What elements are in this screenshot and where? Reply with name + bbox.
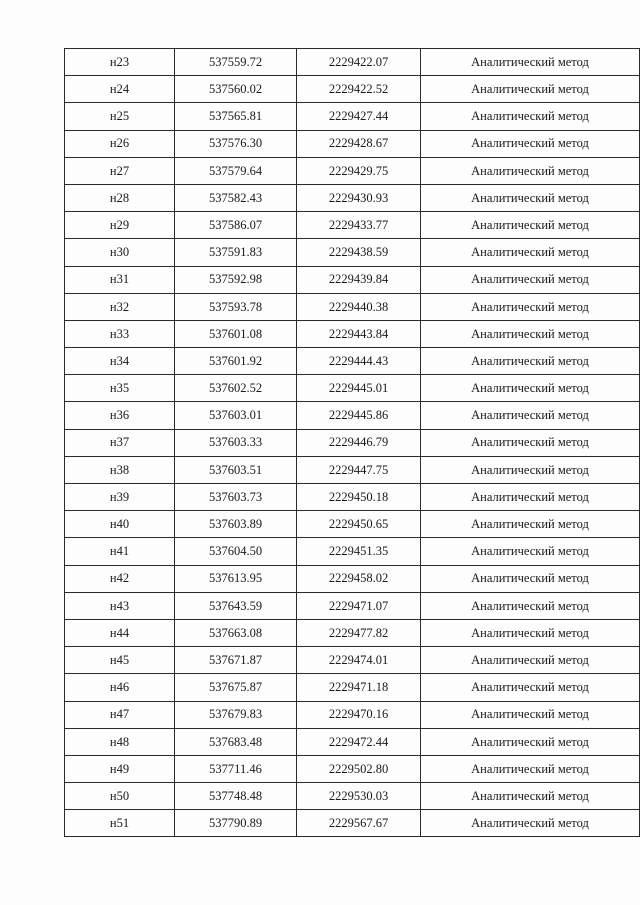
x-coordinate-cell: 537601.08 bbox=[175, 320, 297, 347]
x-coordinate-cell: 537593.78 bbox=[175, 293, 297, 320]
method-cell: Аналитический метод bbox=[421, 783, 640, 810]
table-row bbox=[65, 701, 640, 728]
x-coordinate-cell: 537591.83 bbox=[175, 239, 297, 266]
point-cell: н48 bbox=[65, 728, 175, 755]
x-coordinate-cell: 537582.43 bbox=[175, 184, 297, 211]
table-row bbox=[65, 184, 640, 211]
table-row bbox=[65, 103, 640, 130]
method-cell: Аналитический метод bbox=[421, 674, 640, 701]
table-row bbox=[65, 429, 640, 456]
method-cell: Аналитический метод bbox=[421, 565, 640, 592]
method-cell: Аналитический метод bbox=[421, 592, 640, 619]
y-coordinate-cell: 2229445.86 bbox=[297, 402, 421, 429]
method-cell: Аналитический метод bbox=[421, 212, 640, 239]
table-row bbox=[65, 565, 640, 592]
table-row bbox=[65, 130, 640, 157]
method-cell: Аналитический метод bbox=[421, 266, 640, 293]
point-cell: н27 bbox=[65, 157, 175, 184]
x-coordinate-cell: 537586.07 bbox=[175, 212, 297, 239]
point-cell: н30 bbox=[65, 239, 175, 266]
point-cell: н25 bbox=[65, 103, 175, 130]
method-cell: Аналитический метод bbox=[421, 810, 640, 837]
method-cell: Аналитический метод bbox=[421, 701, 640, 728]
table-row bbox=[65, 76, 640, 103]
point-cell: н41 bbox=[65, 538, 175, 565]
x-coordinate-cell: 537671.87 bbox=[175, 647, 297, 674]
table-row bbox=[65, 293, 640, 320]
table-row bbox=[65, 592, 640, 619]
method-cell: Аналитический метод bbox=[421, 511, 640, 538]
x-coordinate-cell: 537683.48 bbox=[175, 728, 297, 755]
x-coordinate-cell: 537560.02 bbox=[175, 76, 297, 103]
table-row bbox=[65, 375, 640, 402]
point-cell: н50 bbox=[65, 783, 175, 810]
point-cell: н42 bbox=[65, 565, 175, 592]
x-coordinate-cell: 537663.08 bbox=[175, 619, 297, 646]
point-cell: н49 bbox=[65, 755, 175, 782]
method-cell: Аналитический метод bbox=[421, 728, 640, 755]
point-cell: н34 bbox=[65, 348, 175, 375]
x-coordinate-cell: 537679.83 bbox=[175, 701, 297, 728]
table-row bbox=[65, 619, 640, 646]
table-row bbox=[65, 538, 640, 565]
table-row bbox=[65, 212, 640, 239]
point-cell: н40 bbox=[65, 511, 175, 538]
y-coordinate-cell: 2229477.82 bbox=[297, 619, 421, 646]
y-coordinate-cell: 2229428.67 bbox=[297, 130, 421, 157]
table-row bbox=[65, 456, 640, 483]
point-cell: н29 bbox=[65, 212, 175, 239]
y-coordinate-cell: 2229471.18 bbox=[297, 674, 421, 701]
table-row bbox=[65, 157, 640, 184]
point-cell: н51 bbox=[65, 810, 175, 837]
y-coordinate-cell: 2229438.59 bbox=[297, 239, 421, 266]
point-cell: н45 bbox=[65, 647, 175, 674]
point-cell: н39 bbox=[65, 484, 175, 511]
point-cell: н43 bbox=[65, 592, 175, 619]
y-coordinate-cell: 2229440.38 bbox=[297, 293, 421, 320]
x-coordinate-cell: 537711.46 bbox=[175, 755, 297, 782]
y-coordinate-cell: 2229427.44 bbox=[297, 103, 421, 130]
point-cell: н33 bbox=[65, 320, 175, 347]
y-coordinate-cell: 2229450.18 bbox=[297, 484, 421, 511]
y-coordinate-cell: 2229429.75 bbox=[297, 157, 421, 184]
y-coordinate-cell: 2229567.67 bbox=[297, 810, 421, 837]
method-cell: Аналитический метод bbox=[421, 157, 640, 184]
method-cell: Аналитический метод bbox=[421, 49, 640, 76]
table-row bbox=[65, 402, 640, 429]
table-row bbox=[65, 266, 640, 293]
y-coordinate-cell: 2229470.16 bbox=[297, 701, 421, 728]
method-cell: Аналитический метод bbox=[421, 647, 640, 674]
table-row bbox=[65, 647, 640, 674]
method-cell: Аналитический метод bbox=[421, 429, 640, 456]
method-cell: Аналитический метод bbox=[421, 293, 640, 320]
method-cell: Аналитический метод bbox=[421, 184, 640, 211]
x-coordinate-cell: 537592.98 bbox=[175, 266, 297, 293]
x-coordinate-cell: 537604.50 bbox=[175, 538, 297, 565]
x-coordinate-cell: 537613.95 bbox=[175, 565, 297, 592]
x-coordinate-cell: 537603.73 bbox=[175, 484, 297, 511]
table-row bbox=[65, 783, 640, 810]
coordinates-table bbox=[64, 48, 640, 837]
x-coordinate-cell: 537603.89 bbox=[175, 511, 297, 538]
point-cell: н46 bbox=[65, 674, 175, 701]
x-coordinate-cell: 537748.48 bbox=[175, 783, 297, 810]
x-coordinate-cell: 537579.64 bbox=[175, 157, 297, 184]
method-cell: Аналитический метод bbox=[421, 755, 640, 782]
point-cell: н35 bbox=[65, 375, 175, 402]
method-cell: Аналитический метод bbox=[421, 103, 640, 130]
point-cell: н31 bbox=[65, 266, 175, 293]
point-cell: н47 bbox=[65, 701, 175, 728]
table-row bbox=[65, 511, 640, 538]
x-coordinate-cell: 537643.59 bbox=[175, 592, 297, 619]
y-coordinate-cell: 2229471.07 bbox=[297, 592, 421, 619]
method-cell: Аналитический метод bbox=[421, 375, 640, 402]
y-coordinate-cell: 2229450.65 bbox=[297, 511, 421, 538]
x-coordinate-cell: 537565.81 bbox=[175, 103, 297, 130]
y-coordinate-cell: 2229447.75 bbox=[297, 456, 421, 483]
y-coordinate-cell: 2229422.07 bbox=[297, 49, 421, 76]
point-cell: н38 bbox=[65, 456, 175, 483]
y-coordinate-cell: 2229445.01 bbox=[297, 375, 421, 402]
y-coordinate-cell: 2229446.79 bbox=[297, 429, 421, 456]
table-row bbox=[65, 348, 640, 375]
x-coordinate-cell: 537603.01 bbox=[175, 402, 297, 429]
y-coordinate-cell: 2229430.93 bbox=[297, 184, 421, 211]
x-coordinate-cell: 537603.33 bbox=[175, 429, 297, 456]
x-coordinate-cell: 537576.30 bbox=[175, 130, 297, 157]
table-row bbox=[65, 320, 640, 347]
y-coordinate-cell: 2229472.44 bbox=[297, 728, 421, 755]
table-row bbox=[65, 484, 640, 511]
table-row bbox=[65, 674, 640, 701]
point-cell: н36 bbox=[65, 402, 175, 429]
table-row bbox=[65, 239, 640, 266]
x-coordinate-cell: 537675.87 bbox=[175, 674, 297, 701]
method-cell: Аналитический метод bbox=[421, 484, 640, 511]
y-coordinate-cell: 2229422.52 bbox=[297, 76, 421, 103]
y-coordinate-cell: 2229443.84 bbox=[297, 320, 421, 347]
method-cell: Аналитический метод bbox=[421, 130, 640, 157]
point-cell: н32 bbox=[65, 293, 175, 320]
point-cell: н37 bbox=[65, 429, 175, 456]
table-row bbox=[65, 49, 640, 76]
y-coordinate-cell: 2229474.01 bbox=[297, 647, 421, 674]
method-cell: Аналитический метод bbox=[421, 76, 640, 103]
y-coordinate-cell: 2229530.03 bbox=[297, 783, 421, 810]
point-cell: н24 bbox=[65, 76, 175, 103]
y-coordinate-cell: 2229433.77 bbox=[297, 212, 421, 239]
method-cell: Аналитический метод bbox=[421, 456, 640, 483]
table-row bbox=[65, 728, 640, 755]
table-row bbox=[65, 755, 640, 782]
method-cell: Аналитический метод bbox=[421, 239, 640, 266]
y-coordinate-cell: 2229502.80 bbox=[297, 755, 421, 782]
table-row bbox=[65, 810, 640, 837]
y-coordinate-cell: 2229444.43 bbox=[297, 348, 421, 375]
x-coordinate-cell: 537602.52 bbox=[175, 375, 297, 402]
y-coordinate-cell: 2229439.84 bbox=[297, 266, 421, 293]
x-coordinate-cell: 537603.51 bbox=[175, 456, 297, 483]
point-cell: н26 bbox=[65, 130, 175, 157]
method-cell: Аналитический метод bbox=[421, 320, 640, 347]
x-coordinate-cell: 537559.72 bbox=[175, 49, 297, 76]
coordinates-table-body bbox=[65, 49, 640, 837]
method-cell: Аналитический метод bbox=[421, 402, 640, 429]
point-cell: н23 bbox=[65, 49, 175, 76]
point-cell: н44 bbox=[65, 619, 175, 646]
y-coordinate-cell: 2229458.02 bbox=[297, 565, 421, 592]
method-cell: Аналитический метод bbox=[421, 619, 640, 646]
x-coordinate-cell: 537790.89 bbox=[175, 810, 297, 837]
method-cell: Аналитический метод bbox=[421, 538, 640, 565]
point-cell: н28 bbox=[65, 184, 175, 211]
y-coordinate-cell: 2229451.35 bbox=[297, 538, 421, 565]
x-coordinate-cell: 537601.92 bbox=[175, 348, 297, 375]
method-cell: Аналитический метод bbox=[421, 348, 640, 375]
